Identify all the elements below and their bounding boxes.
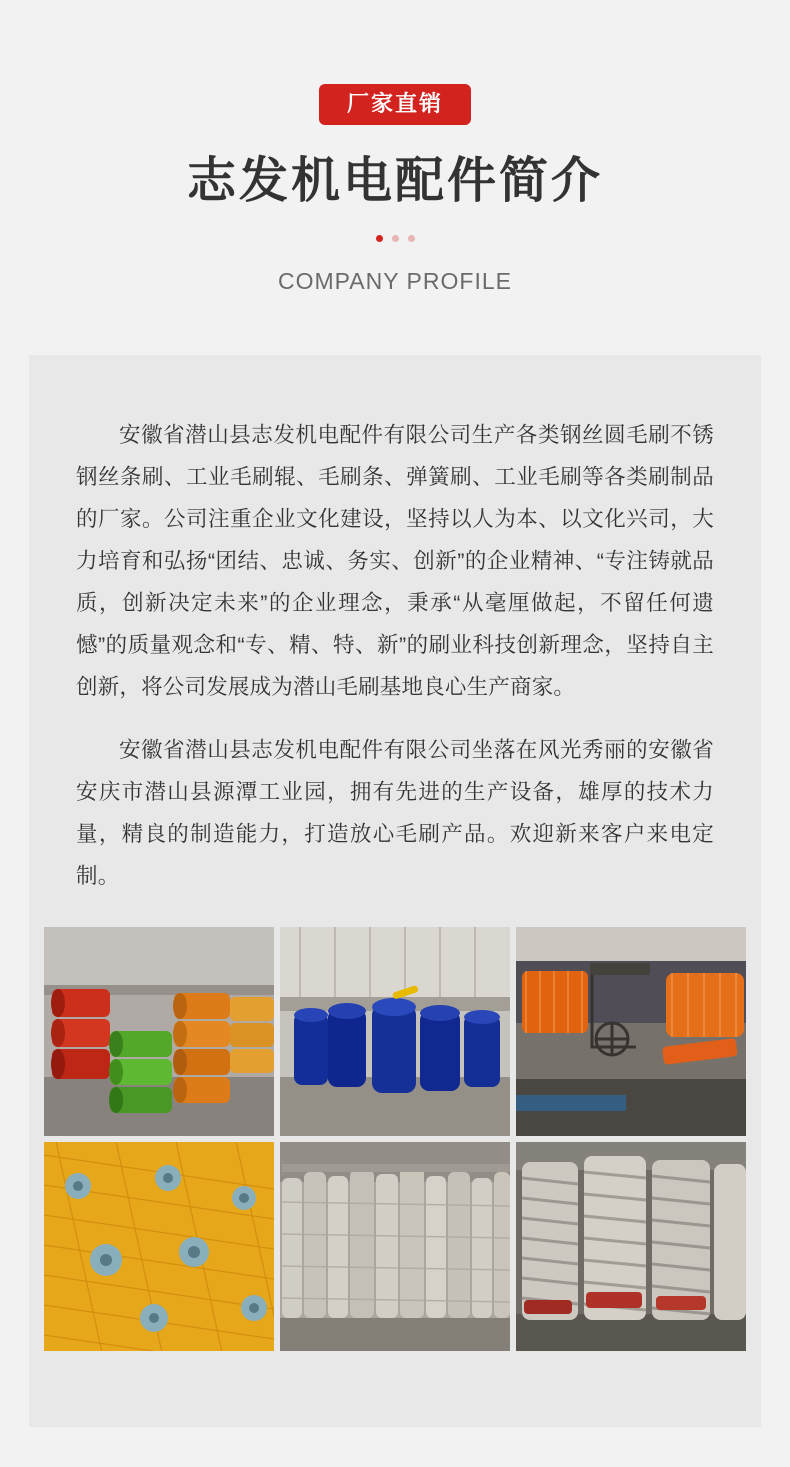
carousel-dot-3[interactable] xyxy=(408,235,415,242)
profile-paragraph-2: 安徽省潜山县志发机电配件有限公司坐落在风光秀丽的安徽省安庆市潜山县源潭工业园，拥有先进的生产设备，雄厚的技术力量，精良的制造能力，打造放心毛刷产品。欢迎新来客户来电定制。 xyxy=(76,738,714,889)
page-header xyxy=(0,0,790,295)
factory-direct-badge: 厂家直销 xyxy=(319,84,471,125)
photo-white-brush-rolls-row xyxy=(280,1142,510,1351)
carousel-dot-1[interactable] xyxy=(376,235,383,242)
photo-gallery xyxy=(44,927,746,1351)
page-title: 志发机电配件简介 xyxy=(186,154,603,208)
page-subtitle: COMPANY PROFILE xyxy=(278,267,512,294)
carousel-dot-2[interactable] xyxy=(392,235,399,242)
profile-text-block xyxy=(29,355,761,898)
photo-spiral-brush-rolls xyxy=(516,1142,746,1351)
content-panel xyxy=(29,355,761,1427)
photo-orange-brush-production xyxy=(516,927,746,1136)
carousel-dots xyxy=(0,235,790,242)
photo-yellow-snow-sweeper-brush xyxy=(44,1142,274,1351)
photo-red-green-brush-rolls xyxy=(44,927,274,1136)
profile-paragraph-1: 安徽省潜山县志发机电配件有限公司生产各类钢丝圆毛刷不锈钢丝条刷、工业毛刷辊、毛刷条、弹簧刷、工业毛刷等各类刷制品的厂家。公司注重企业文化建设，坚持以人为本、以文化兴司，大力培育和弘扬“团结、忠诚、务实、创新”的企业精神、“专注铸就品质，创新决定未来”的企业理念，秉承“从毫厘做起，不留任何遗憾”的质量观念和“专、精、特、新”的刷业科技创新理念，坚持自主创新，将公司发展成为潜山毛刷基地良心生产商家。 xyxy=(76,423,714,699)
photo-blue-brush-rolls xyxy=(280,927,510,1136)
